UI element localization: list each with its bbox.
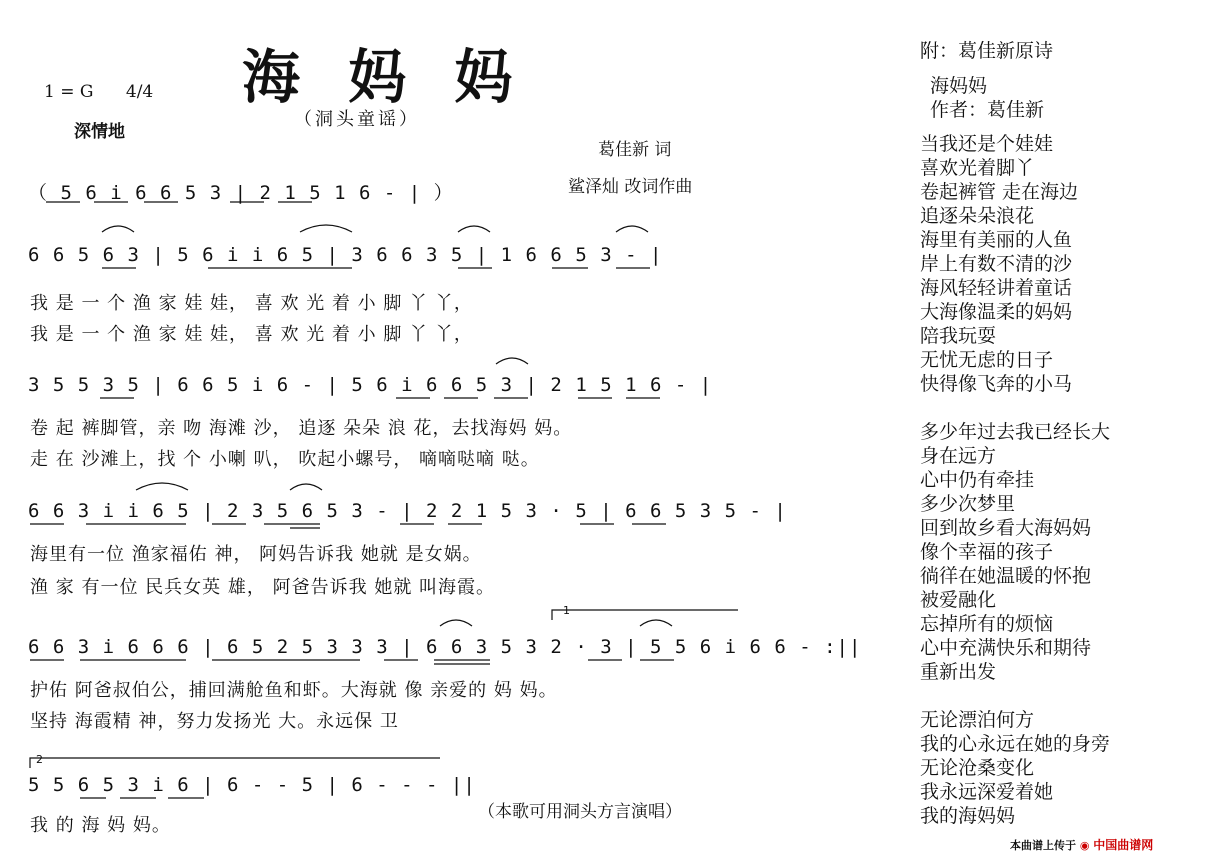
poem-line: 追逐朵朵浪花 — [920, 205, 1035, 227]
poem-line: 快得像飞奔的小马 — [920, 373, 1073, 395]
poem-line: 身在远方 — [920, 445, 997, 467]
slur-line3-b — [290, 484, 322, 490]
slur-line2-a — [496, 358, 528, 364]
song-title: 海 妈 妈 — [242, 43, 527, 111]
line4-notes: 6 6 3 i 6 6 6 | 6 5 2 5 3 3 3 | 6 6 3 5 3 2 · 3 | 5 5 6 i 6 6 - :|| — [28, 636, 862, 658]
ending-2-label: 2 — [36, 753, 43, 766]
poem-line: 岸上有数不清的沙 — [920, 253, 1073, 275]
poem-line: 忘掉所有的烦恼 — [920, 613, 1054, 635]
poem-line: 海里有美丽的人鱼 — [920, 229, 1073, 251]
poem-line: 当我还是个娃娃 — [920, 133, 1054, 155]
line4-lyric-verse2: 坚持 海霞精 神，努力发扬光 大。永远保 卫 — [30, 711, 399, 732]
line3-lyric-verse1: 海里有一位 渔家福佑 神， 阿妈告诉我 她就 是女娲。 — [30, 544, 482, 565]
site-name: 中国曲谱网 — [1093, 838, 1154, 852]
lyricist-credit: 葛佳新 词 — [598, 140, 672, 160]
intro-notes: （ 5 6 i 6 6 5 3 | 2 1 5 1 6 - | ） — [28, 182, 454, 204]
poem-title-block — [930, 74, 1044, 122]
poem-line: 被爱融化 — [920, 589, 997, 611]
line4-lyric-verse1: 护佑 阿爸叔伯公，捕回满舱鱼和虾。大海就 像 亲爱的 妈 妈。 — [30, 680, 558, 701]
poem-title: 海妈妈 — [930, 75, 988, 97]
key-signature: 1 = G — [44, 82, 94, 102]
slur-line4-b — [640, 620, 672, 626]
poem-line: 我的海妈妈 — [920, 805, 1016, 827]
poem-line: 像个幸福的孩子 — [920, 541, 1054, 563]
poem-line: 无忧无虑的日子 — [920, 349, 1054, 371]
song-subtitle: （洞头童谣） — [294, 109, 420, 130]
upload-text: 本曲谱上传于 — [1010, 839, 1076, 852]
ending-1-label: 1 — [563, 604, 570, 617]
slur-line1-d — [616, 226, 648, 232]
line2-lyric-verse1: 卷 起 裤脚管，亲 吻 海滩 沙， 追逐 朵朵 浪 花，去找海妈 妈。 — [30, 418, 573, 439]
line5-lyric: 我 的 海 妈 妈。 — [30, 815, 171, 836]
poem-line: 多少年过去我已经长大 — [920, 421, 1111, 443]
poem-line: 我永远深爱着她 — [920, 781, 1054, 803]
slur-line1-b — [300, 225, 352, 232]
line3-notes: 6 6 3 i i 6 5 | 2 3 5 6 5 3 - | 2 2 1 5 3 · 5 | 6 6 5 3 5 - | — [28, 500, 787, 522]
volta-2-bracket — [30, 758, 440, 768]
expression-mark: 深情地 — [74, 122, 125, 142]
poem-line: 徜徉在她温暖的怀抱 — [920, 565, 1092, 587]
poem-line: 喜欢光着脚丫 — [920, 157, 1035, 179]
poem-line: 我的心永远在她的身旁 — [920, 733, 1111, 755]
footer-credit — [1010, 836, 1153, 853]
poem-line: 心中仍有牵挂 — [920, 469, 1035, 491]
performance-note: （本歌可用洞头方言演唱） — [478, 802, 682, 822]
poem-line: 陪我玩耍 — [920, 325, 997, 347]
time-signature: 4/4 — [125, 82, 154, 102]
poem-line: 多少次梦里 — [920, 493, 1016, 515]
slur-line4-a — [440, 620, 472, 626]
site-logo-icon: ◉ — [1079, 839, 1090, 852]
slur-line3-a — [136, 483, 188, 490]
poem-line: 海风轻轻讲着童话 — [920, 277, 1073, 299]
line2-notes: 3 5 5 3 5 | 6 6 5 i 6 - | 5 6 i 6 6 5 3 | 2 1 5 1 6 - | — [28, 374, 713, 396]
volta-1-bracket — [552, 610, 738, 620]
poem-stanza-1 — [920, 132, 1078, 396]
line5-notes: 5 5 6 5 3 i 6 | 6 - - 5 | 6 - - - || — [28, 774, 476, 796]
poem-line: 无论沧桑变化 — [920, 757, 1035, 779]
poem-line: 回到故乡看大海妈妈 — [920, 517, 1092, 539]
line1-lyric-verse1: 我 是 一 个 渔 家 娃 娃， 喜 欢 光 着 小 脚 丫 丫， — [30, 293, 473, 314]
line3-lyric-verse2: 渔 家 有一位 民兵女英 雄， 阿爸告诉我 她就 叫海霞。 — [30, 577, 496, 598]
composer-credit: 鲨泽灿 改词作曲 — [568, 177, 693, 197]
line1-lyric-verse2: 我 是 一 个 渔 家 娃 娃， 喜 欢 光 着 小 脚 丫 丫， — [30, 324, 473, 345]
line1-notes: 6 6 5 6 3 | 5 6 i i 6 5 | 3 6 6 3 5 | 1 6 6 5 3 - | — [28, 244, 663, 266]
poem-stanza-2 — [920, 420, 1110, 684]
poem-heading: 附：葛佳新原诗 — [920, 40, 1054, 62]
poem-line: 心中充满快乐和期待 — [920, 637, 1092, 659]
poem-line: 重新出发 — [920, 661, 997, 683]
poem-line: 卷起裤管 走在海边 — [920, 181, 1079, 203]
poem-author: 作者：葛佳新 — [930, 99, 1045, 121]
line2-lyric-verse2: 走 在 沙滩上，找 个 小喇 叭， 吹起小螺号， 嘀嘀哒嘀 哒。 — [30, 449, 540, 470]
slur-line1-c — [458, 226, 490, 232]
poem-stanza-3 — [920, 708, 1110, 828]
slur-line1-a — [102, 226, 134, 232]
poem-line: 大海像温柔的妈妈 — [920, 301, 1073, 323]
poem-line: 无论漂泊何方 — [920, 709, 1035, 731]
